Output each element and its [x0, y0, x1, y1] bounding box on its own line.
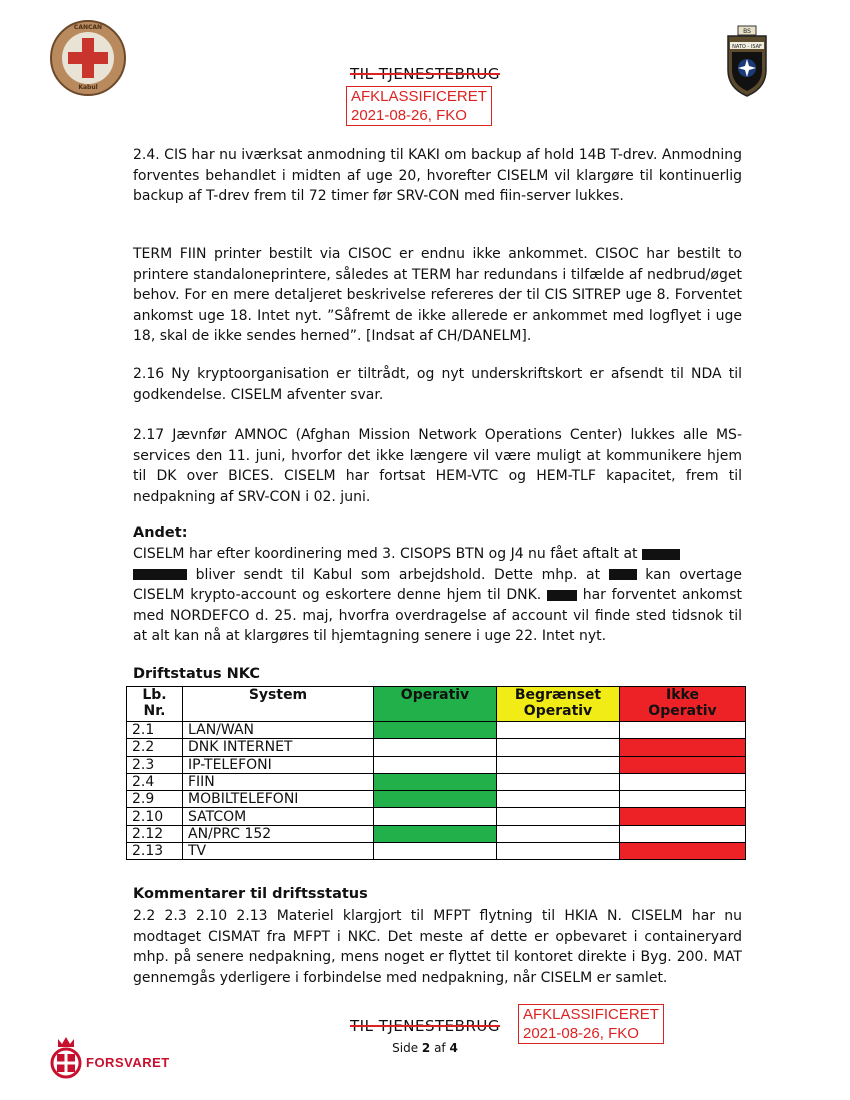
- andet-paragraph: [133, 544, 742, 647]
- paragraph-term-fiin: TERM FIIN printer bestilt via CISOC er endnu ikke ankommet. CISOC har bestilt to printere standaloneprintere, således at TERM har redundans i tilfælde af nedbrud/øget behov. For en mere detaljeret beskrivelse refereres der til CIS SITREP uge 8. Forventet ankomst uge 18. Intet nyt. ”Såfremt de ikke allerede er ankommet med logflyet i uge 18, skal de ikke sendes herned”. [Indsat af CH/DANELM].: [133, 246, 742, 345]
- table-row: [127, 843, 746, 860]
- cell-nr: 2.10: [127, 808, 183, 825]
- driftstatus-table: [126, 686, 746, 860]
- header-declass-line2: 2021-08-26, FKO: [351, 107, 467, 124]
- col-header-operativ: Operativ: [374, 687, 497, 722]
- andet-text-part3: kan overtage CISELM krypto-account og eskortere denne hjem til DNK.: [133, 566, 742, 604]
- cell-system: AN/PRC 152: [183, 825, 374, 842]
- kommentarer-paragraph: 2.2 2.3 2.10 2.13 Materiel klargjort til MFPT flytning til HKIA N. CISELM har nu modtaget CISMAT fra MFPT i NKC. Det meste af dette er opbevaret i containeryard mhp. på senere nedpakning, mens noget er flyttet til kontoret direkte i Byg. 200. MAT gennemgås yderligere i forbindelse med nedpakning, når CISELM er samlet.: [133, 908, 742, 986]
- andet-text-part4: har forventet ankomst med NORDEFCO d. 25. maj, hvorfra overdragelse af account vil finde sted tidsnok til at alt kan nå at klargøres til hjemtagning senere i uge 22. Intet nyt.: [133, 587, 743, 645]
- col-header-ikke-line2: Operativ: [648, 703, 717, 719]
- kommentarer-heading: Kommentarer til driftsstatus: [133, 886, 368, 902]
- unit-logo-subtext: Kabul: [78, 84, 98, 91]
- paragraph-2-17: 2.17 Jævnfør AMNOC (Afghan Mission Network Operations Center) lukkes alle MS-services den 11. juni, hvorfor det ikke længere vil være muligt at kommunikere hjem til DK over BICES. CISELM har fortsat HEM-VTC og HEM-TLF kapacitet, frem til nedpakning af SRV-CON i 02. juni.: [133, 427, 742, 505]
- nato-isaf-shield-logo: [726, 24, 768, 98]
- cell-status-operativ: [374, 739, 497, 756]
- cell-status-begraenset: [497, 808, 620, 825]
- cell-system: SATCOM: [183, 808, 374, 825]
- redaction-block: [547, 590, 577, 601]
- col-header-begraenset: [497, 687, 620, 722]
- cell-nr: 2.12: [127, 825, 183, 842]
- andet-text-part2: bliver sendt til Kabul som arbejdshold. Dette mhp. at: [187, 566, 609, 583]
- cell-status-ikke: [620, 808, 746, 825]
- andet-text-part1: CISELM har efter koordinering med 3. CISOPS BTN og J4 nu fået aftalt at: [133, 546, 642, 562]
- cell-status-operativ: [374, 808, 497, 825]
- cell-status-begraenset: [497, 825, 620, 842]
- unit-logo-text: CANCAN: [73, 24, 103, 31]
- col-header-ikke-operativ: [620, 687, 746, 722]
- col-header-ikke-line1: Ikke: [666, 687, 699, 703]
- table-row: [127, 739, 746, 756]
- header-classification: TIL TJENESTEBRUG: [350, 65, 500, 83]
- cell-status-ikke: [620, 756, 746, 773]
- table-row: [127, 756, 746, 773]
- redaction-block: [609, 569, 637, 580]
- cell-status-begraenset: [497, 773, 620, 790]
- cell-nr: 2.4: [127, 773, 183, 790]
- footer-classification: TIL TJENESTEBRUG: [350, 1017, 500, 1035]
- cell-status-begraenset: [497, 843, 620, 860]
- cell-system: IP-TELEFONI: [183, 756, 374, 773]
- cell-nr: 2.13: [127, 843, 183, 860]
- paragraph-2-4: 2.4. CIS har nu iværksat anmodning til KAKI om backup af hold 14B T-drev. Anmodning forventes behandlet i midten af uge 20, hvorefter CISELM vil klargøre til kontinuerlig backup af T-drev frem til 72 timer før SRV-CON med fiin-server lukkes.: [133, 147, 742, 205]
- forsvaret-crown-logo-icon: [48, 1035, 84, 1083]
- page-total: 4: [449, 1041, 458, 1055]
- cell-status-begraenset: [497, 756, 620, 773]
- cell-status-operativ: [374, 756, 497, 773]
- page-mid: af: [430, 1041, 450, 1055]
- shield-band-text: NATO - ISAF: [732, 44, 762, 50]
- page-prefix: Side: [392, 1041, 422, 1055]
- cell-status-ikke: [620, 739, 746, 756]
- cell-nr: 2.2: [127, 739, 183, 756]
- cell-status-operativ: [374, 791, 497, 808]
- footer-declass-line2: 2021-08-26, FKO: [523, 1025, 639, 1042]
- footer-declassification-stamp: [518, 1004, 664, 1044]
- cell-system: DNK INTERNET: [183, 739, 374, 756]
- cell-status-operativ: [374, 843, 497, 860]
- cell-nr: 2.3: [127, 756, 183, 773]
- cell-status-begraenset: [497, 791, 620, 808]
- col-header-nr: [127, 687, 183, 722]
- cell-nr: 2.1: [127, 722, 183, 739]
- cell-system: MOBILTELEFONI: [183, 791, 374, 808]
- cell-system: FIIN: [183, 773, 374, 790]
- table-row: [127, 722, 746, 739]
- col-header-begraenset-line1: Begrænset: [514, 687, 602, 703]
- forsvaret-brand-text: FORSVARET: [86, 1055, 170, 1070]
- table-row: [127, 791, 746, 808]
- driftstatus-heading: Driftstatus NKC: [133, 666, 261, 682]
- shield-tab-text: BS: [743, 28, 751, 35]
- cell-status-ikke: [620, 843, 746, 860]
- cell-system: LAN/WAN: [183, 722, 374, 739]
- footer-declass-line1: AFKLASSIFICERET: [523, 1006, 659, 1023]
- table-row: [127, 773, 746, 790]
- page-number: [0, 1041, 850, 1055]
- cell-status-ikke: [620, 791, 746, 808]
- redaction-block: [133, 569, 187, 580]
- redaction-block: [642, 549, 680, 560]
- cell-status-operativ: [374, 722, 497, 739]
- red-cross-horizontal: [68, 52, 108, 64]
- header-declass-line1: AFKLASSIFICERET: [351, 88, 487, 105]
- page-current: 2: [421, 1041, 431, 1055]
- col-header-nr-line1: Lb.: [142, 687, 167, 703]
- andet-heading: Andet:: [133, 525, 188, 541]
- cell-nr: 2.9: [127, 791, 183, 808]
- col-header-nr-line2: Nr.: [143, 703, 166, 719]
- cell-status-ikke: [620, 825, 746, 842]
- cell-status-begraenset: [497, 722, 620, 739]
- table-header-row: [127, 687, 746, 722]
- cell-status-begraenset: [497, 739, 620, 756]
- table-row: [127, 808, 746, 825]
- cell-status-ikke: [620, 722, 746, 739]
- header-declassification-stamp: [346, 86, 492, 126]
- cell-status-ikke: [620, 773, 746, 790]
- unit-logo-left: [50, 20, 126, 96]
- cell-system: TV: [183, 843, 374, 860]
- col-header-begraenset-line2: Operativ: [523, 703, 593, 719]
- table-row: [127, 825, 746, 842]
- cell-status-operativ: [374, 773, 497, 790]
- col-header-system: System: [183, 687, 374, 722]
- cell-status-operativ: [374, 825, 497, 842]
- paragraph-2-16: 2.16 Ny kryptoorganisation er tiltrådt, og nyt underskriftskort er afsendt til NDA til godkendelse. CISELM afventer svar.: [133, 366, 742, 403]
